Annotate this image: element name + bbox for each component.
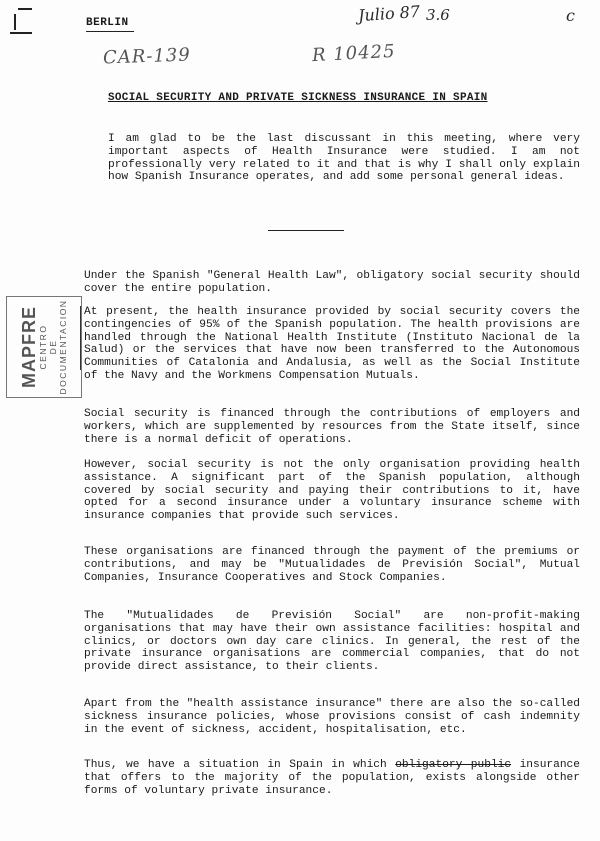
handwritten-reference-left: CAR-139 (102, 44, 192, 69)
body-paragraph: However, social security is not the only organisation providing health assistance. A significant part of the Spanish population, although covered by social security and paying their contributions to it, have opted for a second insurance under a voluntary insurance scheme with insurance companies that provide such services. (84, 459, 580, 523)
handwritten-reference-right: R 10425 (311, 40, 397, 67)
body-paragraph-final (84, 759, 580, 797)
handwritten-corner-mark: c (566, 6, 575, 25)
header-underline (86, 31, 134, 32)
stamp-line: DOCUMENTACION (58, 299, 68, 395)
header-city: BERLIN (86, 17, 129, 29)
stamp-line: DE (48, 339, 58, 355)
body-paragraph: Apart from the "health assistance insurance" there are also the so-called sickness insurance policies, whose provisions consist of cash indemnity in the event of sickness, accident, hospitalisation, etc. (84, 698, 580, 736)
struck-text: obligatory public (395, 759, 512, 771)
margin-mark (14, 14, 16, 30)
document-title: SOCIAL SECURITY AND PRIVATE SICKNESS INSURANCE IN SPAIN (108, 92, 488, 104)
final-text-before: Thus, we have a situation in Spain in which (84, 759, 396, 771)
body-paragraph: The "Mutualidades de Previsión Social" are non-profit-making organisations that may have their own assistance facilities: hospital and clinics, or doctors own day care clinics. In general, the rest of the private insurance organisations are commercial companies, that do not provide direct assistance, to their clients. (84, 610, 580, 674)
body-paragraph: These organisations are financed through the payment of the premiums or contributions, and may be "Mutualidades de Previsión Social", Mutual Companies, Insurance Cooperatives and Stock Companies. (84, 546, 580, 584)
stamp-line: CENTRO (38, 324, 48, 370)
body-paragraph: Social security is financed through the contributions of employers and workers, which are supplemented by resources from the State itself, since there is a normal deficit of operations. (84, 408, 580, 446)
body-paragraph: Under the Spanish "General Health Law", obligatory social security should cover the entire population. (84, 270, 580, 295)
handwritten-date: Julio 87 (357, 1, 421, 26)
final-text-after: insurance that offers to the majority of the population, exists alongside other forms of voluntary private insurance. (84, 759, 580, 797)
intro-paragraph: I am glad to be the last discussant in this meeting, where very important aspects of Health Insurance were studied. I am not professionally very related to it and that is why I shall only explain how Spanish Insurance operates, and add some personal general ideas. (108, 133, 580, 184)
margin-mark (10, 32, 32, 34)
body-paragraph: At present, the health insurance provided by social security covers the contingencies of 95% of the Spanish population. The health provisions are handled through the National Health Institute (Instituto Nacional de la Salud) or the services that have now been transferred to the Autonomous Communities of Catalonia and Andalusia, as well as the Social Institute of the Navy and the Workmens Compensation Mutuals. (84, 306, 580, 382)
library-stamp (6, 296, 82, 398)
margin-mark (18, 8, 32, 10)
stamp-brand: MAPFRE (19, 306, 39, 388)
section-divider (268, 230, 344, 231)
handwritten-number: 3.6 (426, 6, 450, 24)
